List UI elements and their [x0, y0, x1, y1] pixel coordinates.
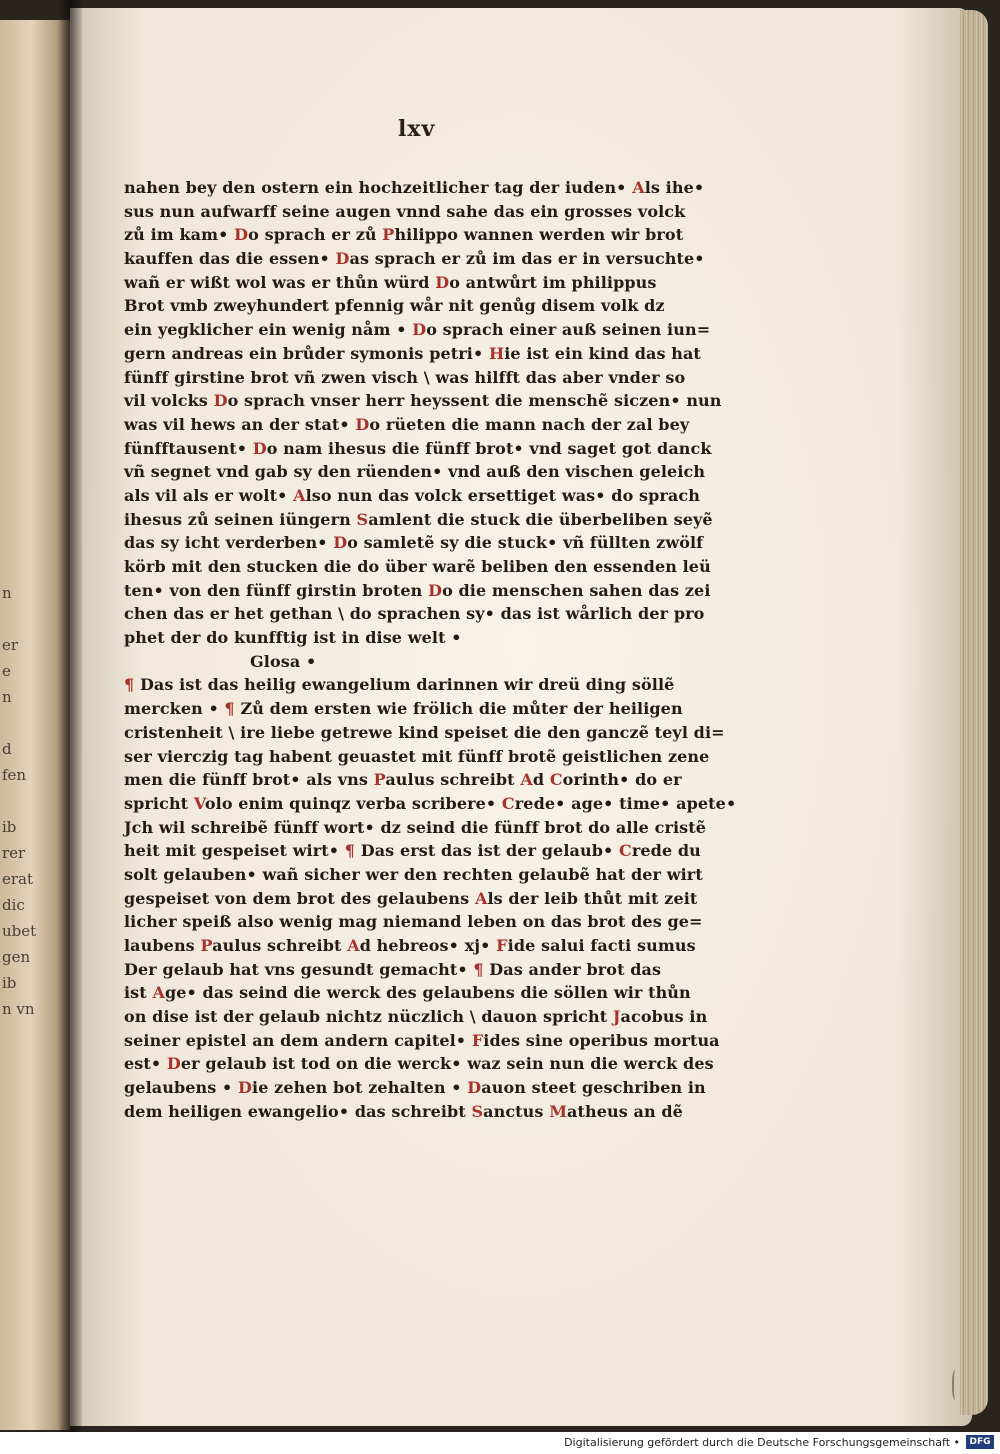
rubricated-initial: D	[252, 438, 267, 458]
text-segment: o sprach er zů	[248, 225, 383, 245]
text-segment: was vil hews an der stat•	[124, 414, 356, 434]
text-line	[124, 650, 694, 674]
rubricated-initial: D	[238, 1078, 253, 1098]
text-segment: atheus an dẽ	[567, 1101, 683, 1121]
rubricated-initial: A	[152, 983, 165, 1003]
text-segment: kauffen das die essen•	[124, 249, 336, 269]
text-line	[124, 697, 694, 721]
text-segment: o sprach einer auß seinen iun=	[426, 320, 711, 340]
text-segment: dem heiligen ewangelio• das schreibt	[124, 1101, 472, 1121]
text-segment: als vil als er wolt•	[124, 485, 294, 505]
text-line	[124, 910, 703, 934]
text-segment: ls der leib thůt mit zeit	[487, 888, 698, 908]
rubricated-initial: H	[488, 343, 505, 363]
rubricated-initial: D	[335, 249, 350, 269]
text-segment: acobus in	[620, 1007, 708, 1027]
rubricated-initial: F	[496, 936, 508, 955]
text-segment: ihesus zů seinen iüngern	[124, 509, 357, 529]
rubricated-initial: C	[501, 793, 515, 813]
text-segment: sus nun aufwarff seine augen vnnd sahe das ein grosses volck	[124, 201, 686, 221]
text-line	[124, 1100, 694, 1124]
rubricated-initial: D	[166, 1054, 181, 1074]
text-segment: mercken •	[124, 699, 225, 719]
text-line	[124, 389, 722, 413]
text-segment: rede du	[631, 841, 701, 861]
text-line	[124, 768, 694, 792]
text-segment: o die menschen sahen das zei	[442, 580, 711, 600]
text-line	[124, 1029, 720, 1053]
text-segment: gespeiset von dem brot des gelaubens	[124, 888, 475, 908]
rubricated-initial: P	[373, 770, 386, 790]
text-line	[124, 745, 710, 769]
rubricated-initial: A	[347, 936, 360, 955]
rubricated-initial: D	[234, 225, 249, 245]
footer-bar	[0, 1432, 1000, 1454]
rubricated-initial: A	[293, 485, 306, 505]
text-segment: fünff girstine brot vñ zwen visch \ was hilfft das aber vnder so	[124, 367, 686, 387]
text-line	[124, 460, 706, 484]
text-line	[124, 508, 713, 532]
text-segment: est•	[124, 1054, 167, 1074]
text-segment: laubens	[124, 936, 201, 955]
text-segment: er gelaub ist tod on die werck• waz sein nun die werck des	[180, 1054, 714, 1074]
rubricated-initial: ¶	[224, 699, 241, 719]
rubricated-initial: C	[619, 841, 632, 861]
text-segment: ein yegklicher ein wenig nåm •	[124, 320, 413, 340]
text-segment: orinth• do er	[562, 770, 682, 790]
text-segment: ten• von den fünff girstin broten	[124, 580, 429, 600]
book-gutter	[58, 0, 82, 1454]
text-line	[124, 318, 711, 342]
text-segment: Glosa •	[250, 651, 317, 671]
text-line	[124, 839, 701, 863]
rubricated-initial: C	[549, 770, 563, 790]
text-segment: Zů dem ersten wie frölich die můter der heiligen	[240, 699, 683, 719]
text-line	[124, 555, 711, 579]
text-line	[124, 176, 705, 200]
text-line	[124, 342, 701, 366]
text-line	[124, 934, 694, 958]
rubricated-initial: P	[382, 225, 395, 245]
text-line	[124, 294, 694, 318]
text-line	[124, 958, 694, 982]
rubricated-initial: D	[428, 580, 443, 600]
dfg-logo: DFG	[966, 1435, 994, 1449]
text-segment: o nam ihesus die fünff brot• vnd saget got danck	[266, 438, 712, 458]
text-column	[124, 176, 737, 1124]
text-segment: lso nun das volck ersettiget was• do sprach	[305, 485, 700, 505]
rubricated-initial: A	[632, 178, 645, 197]
folio-number: lxv	[398, 116, 436, 142]
text-segment: gelaubens •	[124, 1078, 239, 1098]
rubricated-initial: D	[467, 1078, 482, 1098]
text-segment: anctus	[483, 1101, 550, 1121]
text-segment: gern andreas ein brůder symonis petri•	[124, 343, 489, 363]
text-segment: das sy icht verderben•	[124, 533, 334, 553]
rubricated-initial: ¶	[124, 675, 140, 695]
text-line	[124, 413, 694, 437]
rubricated-initial: J	[612, 1007, 621, 1027]
text-segment: Brot vmb zweyhundert pfennig wår nit genůg disem volk dz	[124, 296, 665, 316]
left-page-edge-text: n er e n d fen ib rer erat dic ubet gen ib n vn	[2, 584, 37, 1018]
text-segment: ie zehen bot zehalten •	[252, 1078, 468, 1098]
text-line	[124, 673, 694, 697]
text-segment: vñ segnet vnd gab sy den rüenden• vnd auß den vischen geleich	[124, 462, 706, 482]
text-line	[124, 816, 707, 840]
text-segment: ist	[124, 983, 153, 1003]
rubricated-initial: D	[435, 272, 450, 292]
text-segment: cristenheit \ ire liebe getrewe kind speiset die den ganczẽ teyl di=	[124, 722, 725, 742]
rubricated-initial: D	[333, 533, 348, 553]
rubricated-initial: M	[549, 1101, 567, 1121]
text-line	[124, 887, 698, 911]
rubricated-initial: A	[474, 888, 488, 908]
text-segment: ge• das seind die werck des gelaubens die söllen wir thůn	[164, 983, 691, 1003]
text-segment: aulus schreibt	[212, 936, 348, 955]
text-segment: phet der do kunfftig ist in dise welt •	[124, 628, 462, 648]
text-line	[124, 531, 704, 555]
text-segment: hilippo wannen werden wir brot	[394, 225, 684, 245]
text-segment: ie ist ein kind das hat	[504, 343, 701, 363]
text-line	[124, 366, 694, 390]
rubricated-initial: D	[355, 414, 370, 434]
rubricated-initial: V	[193, 793, 205, 813]
text-line	[124, 579, 711, 603]
text-segment: o antwůrt im philippus	[449, 272, 657, 292]
text-segment: men die fünff brot• als vns	[124, 770, 374, 790]
text-segment: licher speiß also wenig mag niemand leben on das brot des ge=	[124, 912, 703, 932]
text-segment: auon steet geschriben in	[481, 1078, 706, 1098]
text-line	[124, 1076, 706, 1100]
text-segment: Das erst das ist der gelaub•	[360, 841, 619, 861]
text-line	[124, 223, 694, 247]
rubricated-initial: ¶	[473, 959, 490, 979]
text-segment: vil volcks	[124, 391, 214, 411]
text-segment: ls ihe•	[644, 178, 705, 197]
rubricated-initial: A	[520, 770, 533, 790]
text-segment: o rüeten die mann nach der zal bey	[369, 414, 690, 434]
text-segment: d	[532, 770, 550, 790]
text-segment: d hebreos• xj•	[359, 936, 497, 955]
text-segment: on dise ist der gelaub nichtz nüczlich \ dauon spricht	[124, 1007, 613, 1027]
text-segment: Der gelaub hat vns gesundt gemacht•	[124, 959, 474, 979]
text-segment: olo enim quinqz verba scribere•	[204, 793, 502, 813]
text-line	[124, 484, 700, 508]
text-segment: Das ander brot das	[489, 959, 662, 979]
text-segment: Jch wil schreibẽ fünff wort• dz seind die fünff brot do alle cristẽ	[124, 817, 707, 837]
text-segment: ser vierczig tag habent geuastet mit fünff brotẽ geistlichen zene	[124, 746, 710, 766]
rubricated-initial: F	[471, 1030, 484, 1050]
text-line	[124, 792, 737, 816]
text-line	[124, 437, 712, 461]
rubricated-initial: S	[356, 509, 369, 529]
text-segment: wañ er wißt wol was er thůn würd	[124, 272, 436, 292]
text-segment: seiner epistel an dem andern capitel•	[124, 1030, 472, 1050]
text-segment: as sprach er zů im das er in versuchte•	[349, 249, 705, 269]
text-segment: nahen bey den ostern ein hochzeitlicher tag der iuden•	[124, 178, 633, 197]
text-segment: ide salui facti sumus	[507, 936, 696, 955]
text-line	[124, 981, 694, 1005]
text-line	[124, 1052, 714, 1076]
text-segment: solt gelauben• wañ sicher wer den rechten gelaubẽ hat der wirt	[124, 864, 703, 884]
text-segment: o sprach vnser herr heyssent die menschẽ siczen• nun	[227, 391, 722, 411]
text-line	[124, 271, 694, 295]
text-line	[124, 626, 694, 650]
text-line	[124, 721, 725, 745]
text-line	[124, 863, 703, 887]
text-line	[124, 602, 705, 626]
footer-credit: Digitalisierung gefördert durch die Deutsche Forschungsgemeinschaft •	[564, 1436, 960, 1449]
text-line	[124, 200, 694, 224]
text-line	[124, 247, 705, 271]
rubricated-initial: P	[200, 936, 213, 955]
text-segment: ides sine operibus mortua	[483, 1030, 720, 1050]
margin-mark	[952, 1370, 960, 1400]
text-segment: Das ist das heilig ewangelium darinnen wir dreü ding söllẽ	[139, 675, 675, 695]
text-segment: o samletẽ sy die stuck• vñ füllten zwölf	[347, 533, 704, 553]
page-block-edges	[960, 10, 988, 1415]
rubricated-initial: D	[213, 391, 228, 411]
text-segment: amlent die stuck die überbeliben seyẽ	[368, 509, 713, 529]
rubricated-initial: ¶	[344, 841, 361, 861]
rubricated-initial: S	[471, 1101, 484, 1121]
text-segment: heit mit gespeiset wirt•	[124, 841, 345, 861]
text-segment: spricht	[124, 793, 194, 813]
text-segment: zů im kam•	[124, 225, 235, 245]
text-segment: fünfftausent•	[124, 438, 253, 458]
text-segment: chen das er het gethan \ do sprachen sy• das ist wårlich der pro	[124, 604, 705, 624]
text-segment: rede• age• time• apete•	[514, 793, 737, 813]
text-segment: körb mit den stucken die do über warẽ beliben den essenden leü	[124, 557, 711, 576]
text-segment: aulus schreibt	[385, 770, 521, 790]
text-line	[124, 1005, 708, 1029]
rubricated-initial: D	[412, 320, 427, 340]
